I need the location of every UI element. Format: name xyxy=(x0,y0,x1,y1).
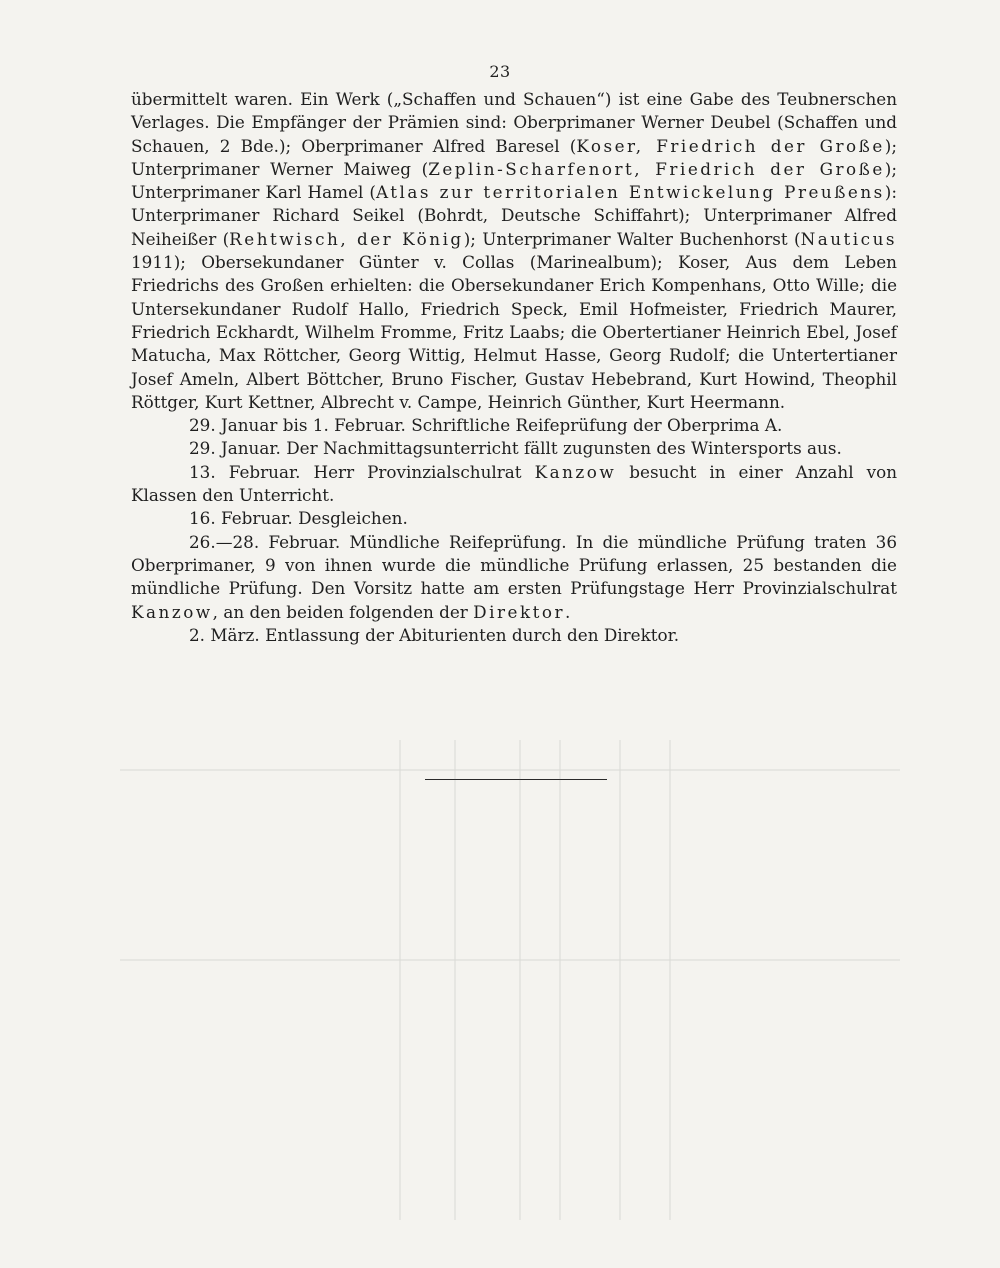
spaced-name-text: Kanzow xyxy=(131,601,213,622)
text-run: 2. März. Entlassung der Abiturienten durch den Direktor. xyxy=(189,624,680,645)
text-run: ); Unterprimaner Werner Maiweg ( xyxy=(131,135,897,179)
text-run: 29. Januar bis 1. Februar. Schriftliche Reifeprüfung der Oberprima A. xyxy=(189,415,783,436)
text-run: 26.—28. Februar. Mündliche Reifeprüfung. In die mündliche Prüfung traten 36 Oberprimaner, 9 von ihnen wurde die mündliche Prüfung erlassen, 25 bestanden die mündliche Prüfung. Den Vorsitz hatte am ersten Prüfungstage Herr Provinzialschulrat xyxy=(131,531,897,599)
spaced-name-text: Kanzow xyxy=(534,461,617,482)
chronicle-entry xyxy=(131,437,897,460)
spaced-name-text: Atlas zur territorialen Entwickelung Preußens xyxy=(375,182,885,203)
text-run: ): Unterprimaner Richard Seikel (Bohrdt, Deutsche Schiffahrt); Unterprimaner Alfred Neiheißer ( xyxy=(131,182,897,249)
reverse-side-bleed-through xyxy=(100,740,920,1220)
chronicle-entry xyxy=(131,531,897,624)
text-run: ); Unterprimaner Karl Hamel ( xyxy=(131,158,897,203)
text-run: besucht in einer Anzahl von Klassen den Unterricht. xyxy=(131,461,898,506)
spaced-name-text: Nauticus xyxy=(800,228,897,249)
chronicle-entry xyxy=(131,461,897,508)
spaced-name-text: Rehtwisch, der König xyxy=(229,228,464,249)
text-run: . xyxy=(564,601,571,622)
page-number: 23 xyxy=(489,62,511,81)
text-run: ); Unterprimaner Walter Buchenhorst ( xyxy=(463,228,801,249)
spaced-name-text: Koser, Friedrich der Große xyxy=(576,135,885,156)
body-text xyxy=(131,88,897,647)
text-run: 29. Januar. Der Nachmittagsunterricht fällt zugunsten des Wintersports aus. xyxy=(189,438,842,459)
spaced-name-text: Direktor xyxy=(473,601,565,622)
text-run: 1911); Obersekundaner Günter v. Collas (Marinealbum); Koser, Aus dem Leben Friedrichs des Großen erhielten: die Obersekundaner Erich Kompenhans, Otto Wille; die Untersekundaner Rudolf Hallo, Friedrich Speck, Emil Hofmeister, Friedrich Maurer, Friedrich Eckhardt, Wilhelm Fromme, Fritz Laabs; die Obertertianer Heinrich Ebel, Josef Matucha, Max Röttcher, Georg Wittig, Helmut Hasse, Georg Rudolf; die Untertertianer Josef Ameln, Albert Böttcher, Bruno Fischer, Gustav Hebebrand, Kurt Howind, Theophil Röttger, Kurt Kettner, Albrecht v. Campe, Heinrich Günther, Kurt Heermann. xyxy=(131,252,897,412)
chronicle-entries xyxy=(131,414,897,647)
text-run: , an den beiden folgenden der xyxy=(212,601,474,622)
text-run: übermittelt waren. Ein Werk („Schaffen und Schauen“) ist eine Gabe des Teubnerschen Verlages. Die Empfänger der Prämien sind: Oberprimaner Werner Deubel (Schaffen und Schauen, 2 Bde.); Oberprimaner Alfred Baresel ( xyxy=(131,89,897,156)
text-run: 16. Februar. Desgleichen. xyxy=(189,508,408,529)
intro-paragraph xyxy=(131,88,897,414)
chronicle-entry xyxy=(131,624,897,647)
chronicle-entry xyxy=(131,507,897,530)
chronicle-entry xyxy=(131,414,897,437)
spaced-name-text: Zeplin-Scharfenort, Friedrich der Große xyxy=(428,158,885,179)
text-run: 13. Februar. Herr Provinzialschulrat xyxy=(189,461,535,482)
